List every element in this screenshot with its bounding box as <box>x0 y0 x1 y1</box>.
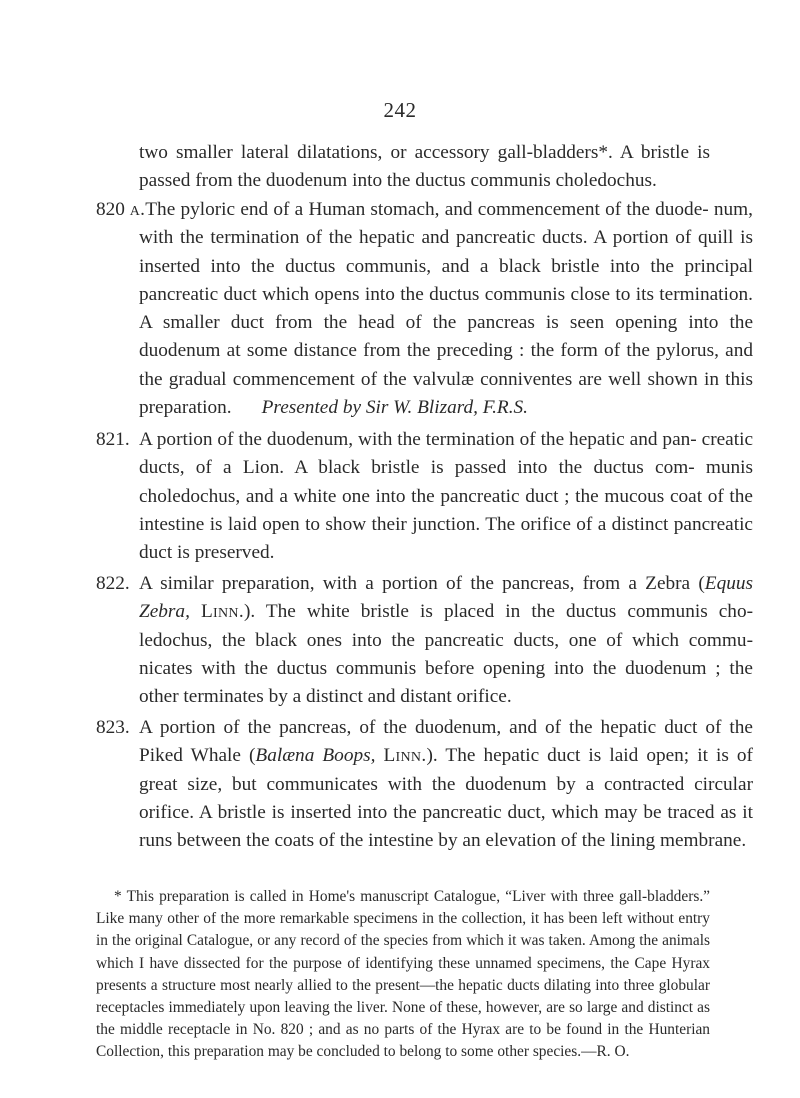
species-name: Balæna Boops, <box>255 745 376 767</box>
entry-suffix: a. <box>129 199 146 220</box>
footnote <box>96 886 710 1064</box>
entry-text-after: ). The hepatic duct is laid open; it is of great size, but communicates with the duodenum by a contracted circular orifice. A bristle is inserted into the pancreatic duct, which may be traced as it runs between the coats of the intestine by an elevation of the lining membrane. <box>139 745 753 852</box>
entry-number: 822. <box>96 573 130 594</box>
entry-text-before: A portion of the pancreas, of the duodenum, and of the hepatic duct of the Piked Whale ( <box>139 717 753 767</box>
species-authority: Linn. <box>383 745 427 767</box>
entry-number: 820 a. <box>96 199 146 220</box>
species-name: Equus Zebra, <box>139 573 753 623</box>
entry-822 <box>96 570 753 711</box>
entry-text: The pyloric end of a Human stomach, and commencement of the duode- num, with the termination of the hepatic and pancreatic ducts. A portion of quill is inserted into the ductus communis, and a black bristle into the principal pancreatic duct which opens into the ductus communis close to its termination. A smaller duct from the head of the pancreas is seen opening into the duodenum at some distance from the preceding : the form of the pylorus, and the gradual commencement of the valvulæ conniventes are well shown in this preparation. <box>139 199 753 419</box>
intro-text: two smaller lateral dilatations, or accessory gall-bladders*. A bristle is passed from the duodenum into the ductus communis choledochus. <box>139 142 710 192</box>
entry-number: 821. <box>96 429 130 450</box>
entry-text-before: A similar preparation, with a portion of the pancreas, from a Zebra ( <box>139 573 705 594</box>
entry-number: 823. <box>96 717 130 738</box>
entry-text-after: ). The white bristle is placed in the ductus communis cho- ledochus, the black ones into the pancreatic ducts, one of which commu- nicates with the ductus communis before opening into the duodenum ; the other terminates by a distinct and distant orifice. <box>139 601 754 708</box>
intro-paragraph <box>139 139 710 196</box>
species-authority: Linn. <box>200 601 244 623</box>
footnote-text: * This preparation is called in Home's manuscript Catalogue, “Liver with three gall-bladders.” Like many other of the more remarkable specimens in the collection, it has been left without entry in the original Catalogue, or any record of the species from which it was taken. Among the animals which I have dissected for the purpose of identifying these unnamed specimens, the Cape Hyrax presents a structure most nearly allied to the present—the hepatic ducts dilating into three globular receptacles immediately upon leaving the liver. None of these, however, are so large and distinct as the middle receptacle in No. 820 ; and as no parts of the Hyrax are to be found in the Hunterian Collection, this preparation may be concluded to belong to some other species.—R. O. <box>96 888 710 1061</box>
entry-823 <box>96 714 753 855</box>
entry-credit: Presented by Sir W. Blizard, F.R.S. <box>261 397 528 419</box>
entry-820a <box>96 196 753 422</box>
entry-821 <box>96 426 753 567</box>
entry-text: A portion of the duodenum, with the termination of the hepatic and pan- creatic ducts, of a Lion. A black bristle is passed into the ductus com- munis choledochus, and a white one into the pancreatic duct ; the mucous coat of the intestine is laid open to show their junction. The orifice of a distinct pancreatic duct is preserved. <box>139 429 753 564</box>
page-number: 242 <box>383 98 417 122</box>
